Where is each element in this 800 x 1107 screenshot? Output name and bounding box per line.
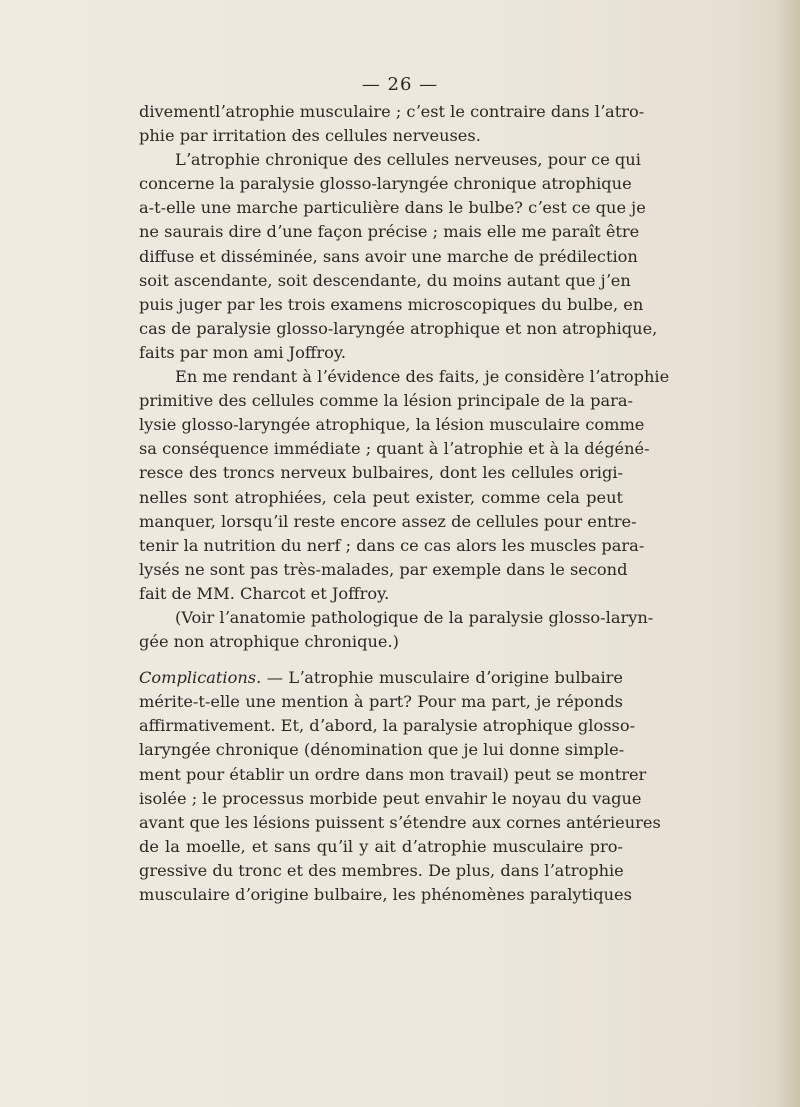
paragraph-2 (139, 148, 658, 365)
page-edge-shadow (778, 0, 800, 1107)
text-line: gressive du tronc et des membres. De plus, dans lʼatrophie (139, 860, 624, 880)
text-line: tenir la nutrition du nerf ; dans ce cas alors les muscles para- (139, 535, 645, 555)
text-line: Lʼatrophie chronique des cellules nerveuses, pour ce qui (175, 150, 641, 170)
text-line: de la moelle, et sans quʼil y ait dʼatrophie musculaire pro- (139, 836, 623, 856)
text-line: nelles sont atrophiées, cela peut exister, comme cela peut (139, 487, 623, 507)
text-line: fait de MM. Charcot et Joffroy. (139, 583, 390, 603)
text-fragment: — Lʼatrophie musculaire dʼorigine bulbaire (261, 668, 623, 688)
text-line: a-t-elle une marche particulière dans le bulbe? cʼest ce que je (139, 198, 646, 218)
text-line: concerne la paralysie glosso-laryngée chronique atrophique (139, 174, 632, 194)
text-line: sa conséquence immédiate ; quant à lʼatrophie et à la dégéné- (139, 439, 650, 459)
text-line: manquer, lorsquʼil reste encore assez de cellules pour entre- (139, 511, 637, 531)
section-heading: Complications. (139, 668, 262, 688)
paragraph-complications (139, 666, 661, 907)
paragraph-4 (139, 606, 654, 654)
text-line: phie par irritation des cellules nerveuses. (139, 126, 481, 146)
text-line: laryngée chronique (dénomination que je lui donne simple- (139, 740, 625, 760)
text-line: mérite-t-elle une mention à part? Pour ma part, je réponds (139, 692, 623, 712)
body-text (139, 100, 670, 907)
text-line: resce des troncs nerveux bulbaires, dont les cellules origi- (139, 463, 623, 483)
text-line: ne saurais dire dʼune façon précise ; mais elle me paraît être (139, 222, 640, 242)
text-line: musculaire dʼorigine bulbaire, les phénomènes paralytiques (139, 885, 632, 904)
text-line: cas de paralysie glosso-laryngée atrophique et non atrophique, (139, 318, 658, 338)
text-line: En me rendant à lʼévidence des faits, je considère lʼatrophie (175, 367, 670, 387)
page-number: — 26 — (361, 74, 439, 95)
text-line: avant que les lésions puissent sʼétendre aux cornes antérieures (139, 812, 661, 832)
text-line: isolée ; le processus morbide peut envahir le noyau du vague (139, 788, 642, 808)
text-line: faits par mon ami Joffroy. (139, 342, 347, 362)
text-line: divementlʼatrophie musculaire ; cʼest le contraire dans lʼatro- (139, 102, 645, 121)
text-line (139, 666, 623, 690)
paragraph-1 (139, 100, 645, 148)
text-line: lysie glosso-laryngée atrophique, la lésion musculaire comme (139, 415, 645, 435)
text-line: primitive des cellules comme la lésion principale de la para- (139, 391, 633, 411)
text-line: puis juger par les trois examens microscopiques du bulbe, en (139, 294, 644, 314)
text-line: (Voir lʼanatomie pathologique de la paralysie glosso-laryn- (175, 607, 654, 627)
text-line: diffuse et disséminée, sans avoir une marche de prédilection (139, 246, 638, 266)
text-line: ment pour établir un ordre dans mon travail) peut se montrer (139, 764, 647, 784)
paragraph-gap (139, 654, 623, 666)
text-line: soit ascendante, soit descendante, du moins autant que jʼen (139, 270, 631, 290)
text-line: gée non atrophique chronique.) (139, 632, 399, 652)
text-line: affirmativement. Et, dʼabord, la paralysie atrophique glosso- (139, 716, 636, 736)
paragraph-3 (139, 365, 670, 606)
text-line: lysés ne sont pas très-malades, par exemple dans le second (139, 559, 628, 579)
